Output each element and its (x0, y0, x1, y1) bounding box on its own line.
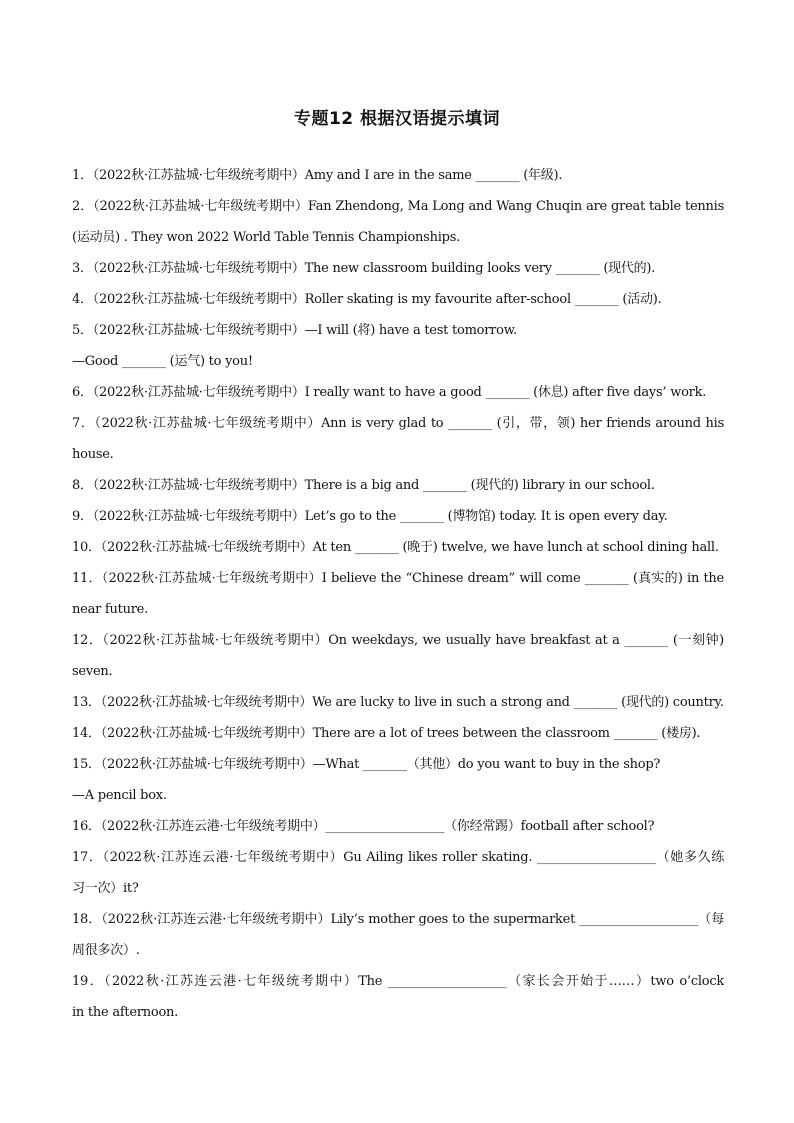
question-line: 9．（2022秋·江苏盐城·七年级统考期中）Let’s go to the _______ (博物馆) today. It is open every day. (72, 509, 668, 524)
question-line-continuation: house. (72, 447, 114, 462)
question-line: 18．（2022秋·江苏连云港·七年级统考期中）Lily’s mother goes to the supermarket ___________________（每 (72, 912, 724, 927)
question-line: 19．（2022秋·江苏连云港·七年级统考期中）The ___________________（家长会开始于……）two o’clock (72, 974, 724, 989)
question-line-continuation: 习一次）it? (72, 881, 139, 896)
question-line: 11．（2022秋·江苏盐城·七年级统考期中）I believe the “Chinese dream” will come _______ (真实的) in the (72, 571, 724, 586)
question-line: 6．（2022秋·江苏盐城·七年级统考期中）I really want to have a good _______ (休息) after five days’ work. (72, 385, 707, 400)
page-title: 专题12 根据汉语提示填词 (293, 109, 501, 129)
question-line-continuation: —A pencil box. (72, 788, 167, 803)
question-line: 3．（2022秋·江苏盐城·七年级统考期中）The new classroom building looks very _______ (现代的). (72, 261, 656, 276)
question-line: 1．（2022秋·江苏盐城·七年级统考期中）Amy and I are in the same _______ (年级). (72, 168, 563, 183)
question-line: 15．（2022秋·江苏盐城·七年级统考期中）—What _______（其他）do you want to buy in the shop? (72, 757, 661, 772)
question-line: 8．（2022秋·江苏盐城·七年级统考期中）There is a big and _______ (现代的) library in our school. (72, 478, 655, 493)
question-line-continuation: 周很多次）. (72, 943, 140, 958)
question-line: 12．（2022秋·江苏盐城·七年级统考期中）On weekdays, we usually have breakfast at a _______ (一刻钟) (72, 633, 724, 648)
question-line: 17．（2022秋·江苏连云港·七年级统考期中）Gu Ailing likes roller skating. ___________________（她多久练 (72, 850, 724, 865)
question-line: 5．（2022秋·江苏盐城·七年级统考期中）—I will (将) have a test tomorrow. (72, 323, 517, 338)
question-line: 2．（2022秋·江苏盐城·七年级统考期中）Fan Zhendong, Ma Long and Wang Chuqin are great table tennis (72, 199, 724, 214)
question-line-continuation: seven. (72, 664, 113, 679)
question-line: 13．（2022秋·江苏盐城·七年级统考期中）We are lucky to live in such a strong and _______ (现代的) country. (72, 695, 724, 710)
question-line: 4．（2022秋·江苏盐城·七年级统考期中）Roller skating is my favourite after-school _______ (活动). (72, 292, 662, 307)
question-line-continuation: in the afternoon. (72, 1005, 179, 1020)
question-line-continuation: (运动员) . They won 2022 World Table Tennis Championships. (72, 230, 460, 245)
question-list (72, 160, 724, 1028)
question-line: 7．（2022秋·江苏盐城·七年级统考期中）Ann is very glad to _______ (引，带，领) her friends around his (72, 416, 724, 431)
question-line: 14．（2022秋·江苏盐城·七年级统考期中）There are a lot of trees between the classroom _______ (楼房). (72, 726, 701, 741)
question-line-continuation: near future. (72, 602, 148, 617)
question-line: 16．（2022秋·江苏连云港·七年级统考期中）___________________（你经常踢）football after school? (72, 819, 655, 834)
question-line-continuation: —Good _______ (运气) to you! (72, 354, 253, 369)
question-line: 10．（2022秋·江苏盐城·七年级统考期中）At ten _______ (晚于) twelve, we have lunch at school dining hall. (72, 540, 719, 555)
